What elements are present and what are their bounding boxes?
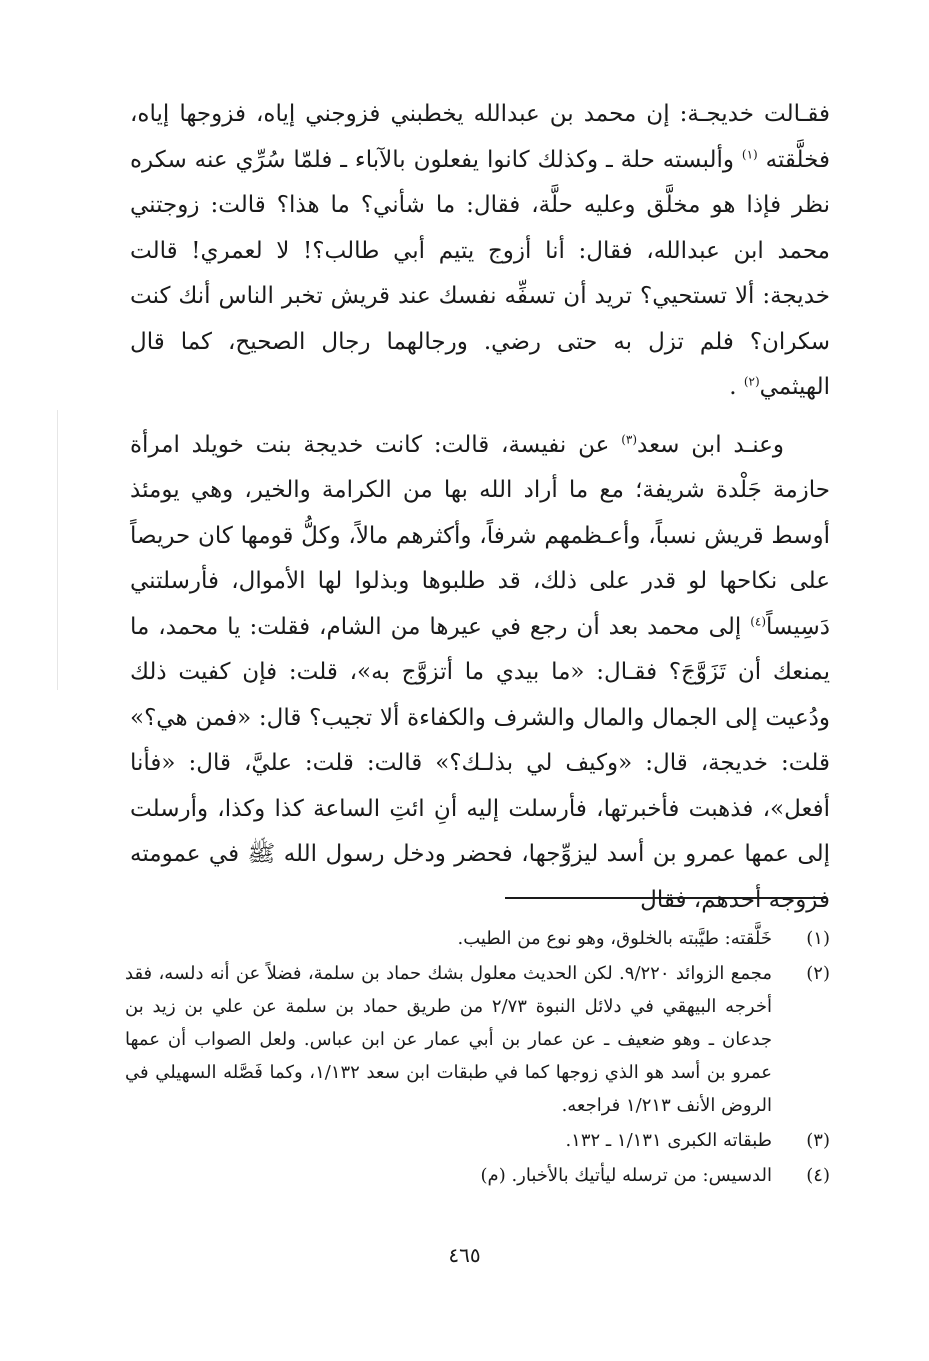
paragraph-1-part-b: وألبسته حلة ـ وكذلك كانوا يفعلون بالآباء ـ فلمّا سُرِّي عنه سكره نظر فإذا هو مخلَّق وعليه حلَّة، فقال: ما شأني؟ ما هذا؟ قالت: زوجتني محمد ابن عبدالله، فقال: أنا أزوج يتيم أبي طالب؟! لا لعمري! قالت خديجة: ألا تستحيي؟ تريد أن تسفِّه نفسك عند قريش تخبر الناس أنك كنت سكران؟ فلم تزل به حتى رضي. ورجالهما رجال الصحيح، كما قال الهيثمي: [130, 146, 830, 400]
footnote-ref-2: (٢): [743, 374, 760, 389]
footnote-3: [125, 1124, 830, 1157]
footnote-1: [125, 922, 830, 955]
footnote-number: (٣): [806, 1130, 830, 1151]
footnote-number: (٢): [806, 963, 830, 984]
footnote-ref-3: (٣): [621, 431, 638, 446]
paragraph-1-end: .: [729, 374, 737, 400]
scan-margin-mark: [57, 410, 58, 690]
footnote-divider: [505, 897, 827, 899]
footnote-4: [125, 1159, 830, 1192]
paragraph-2: [130, 423, 830, 924]
footnote-text: طبقاته الكبرى ١/١٣١ ـ ١٣٢.: [565, 1130, 772, 1151]
paragraph-1: [130, 92, 830, 411]
footnote-2: [125, 957, 830, 1122]
paragraph-2-part-a: وعنـد ابن سعد: [637, 431, 784, 458]
footnote-text: مجمع الزوائد ٩/٢٢٠. لكن الحديث معلول بشك حماد بن سلمة، فضلاً عن أنه دلسه، فقد أخرجه البيهقي في دلائل النبوة ٢/٧٣ من طريق حماد بن سلمة عن علي بن زيد بن جدعان ـ وهو ضعيف ـ عن عمار بن أبي عمار عن ابن عباس. ولعل الصواب أن عمها عمرو بن أسد هو الذي زوجها كما في طبقات ابن سعد ١/١٣٢، وكما فَصَّله السهيلي في الروض الأنف ١/٢١٣ فراجعه.: [125, 963, 772, 1116]
footnote-text: الدسيس: من ترسله ليأتيك بالأخبار. (م): [480, 1165, 772, 1186]
footnote-ref-1: (١): [741, 146, 758, 161]
paragraph-2-part-b: عن نفيسة، قالت: كانت خديجة بنت خويلد امرأة حازمة جَلْدة شريفة؛ مع ما أراد الله بها من الكرامة والخير، وهي يومئذ أوسط قريش نسباً، وأعـظمهم شرفاً، وأكثرهم مالاً، وكلُّ قومها كان حريصاً على نكاحها لو قدر على ذلك، قد طلبوها وبذلوا لها الأموال، فأرسلتني دَسِيساً: [130, 431, 830, 640]
page-number: ٤٦٥: [448, 1243, 481, 1267]
paragraph-2-part-c: إلى محمد بعد أن رجع في عيرها من الشام، فقلت: يا محمد، ما يمنعك أن تَزَوَّجَ؟ فقـال: «ما بيدي ما أتزوَّج به»، قلت: فإن كفيت ذلك ودُعيت إلى الجمال والمال والشرف والكفاءة ألا تجيب؟ قال: «فمن هي؟» قلت: خديجة، قال: «وكيف لي بذلـك؟» قالت: قلت: عليَّ، قال: «فأنا أفعل»، فذهبت فأخبرتها، فأرسلت إليه أنِ ائتِ الساعة كذا وكذا، وأرسلت إلى عمها عمرو بن أسد ليزوِّجها، فحضر ودخل رسول الله ﷺ في عمومته فزوجه أحدهم، فقال: [130, 613, 830, 913]
main-text-body: [130, 92, 830, 923]
footnote-number: (٤): [806, 1165, 830, 1186]
footnote-number: (١): [806, 928, 830, 949]
footnote-ref-4: (٤): [750, 613, 767, 628]
footnotes-section: [125, 922, 830, 1192]
footnote-text: خَلَّقته: طيَّبته بالخلوق، وهو نوع من الطيب.: [457, 928, 772, 949]
paragraph-1-part-a: فقـالت خديجـة: إن محمد بن عبدالله يخطبني فزوجني إياه، فزوجها إياه، فخلَّقته: [130, 101, 831, 173]
